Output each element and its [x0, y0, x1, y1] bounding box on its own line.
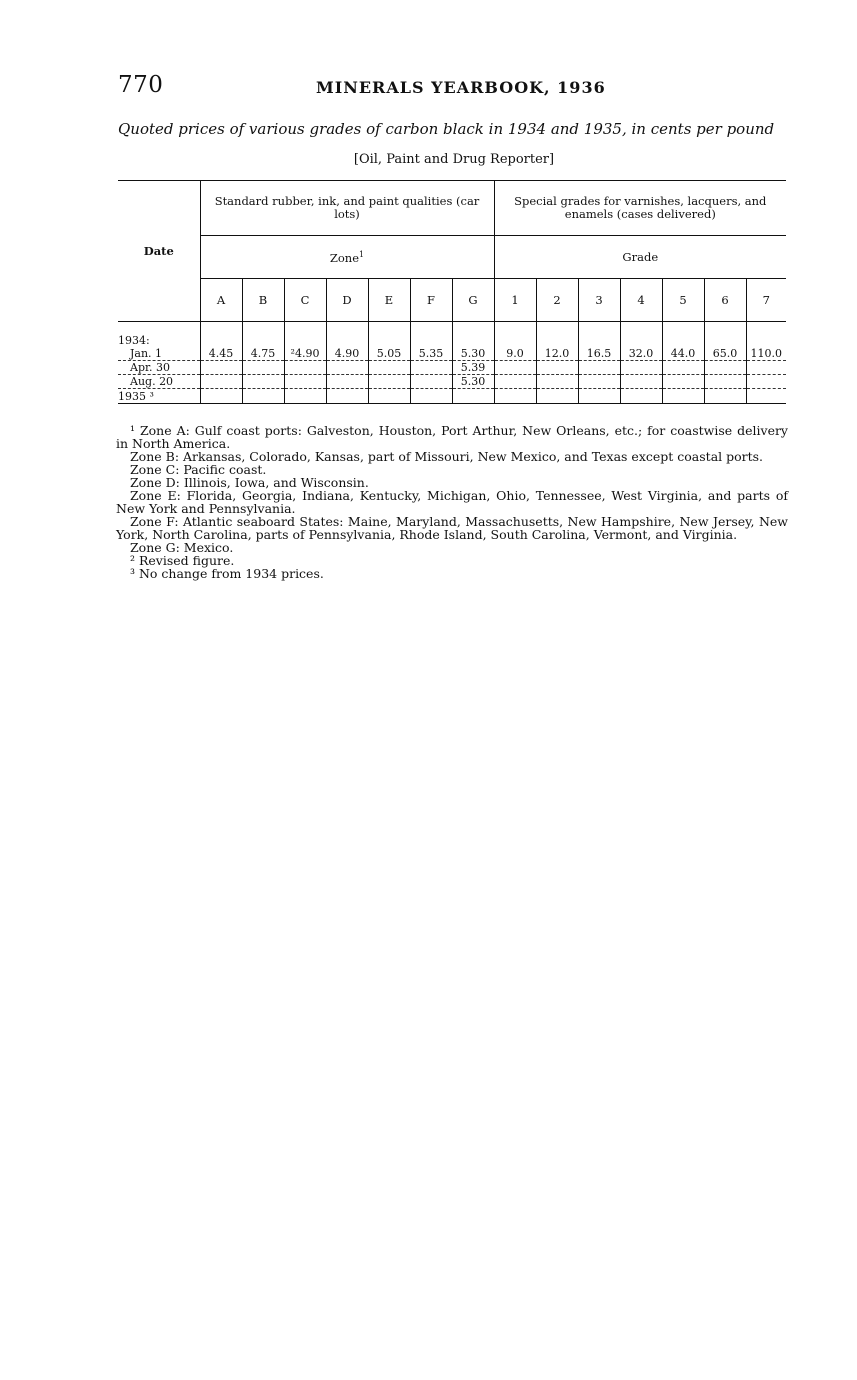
table-cell [242, 361, 284, 375]
table-cell [704, 389, 746, 404]
table-cell [326, 389, 368, 404]
zone-footnote-mark: 1 [359, 249, 365, 259]
table-cell [368, 334, 410, 347]
table-cell [578, 389, 620, 404]
table-cell [494, 334, 536, 347]
table-cell: 5.30 [452, 375, 494, 389]
table-title: Quoted prices of various grades of carbon black in 1934 and 1935, in cents per pound [118, 120, 775, 138]
zone-g-header: G [452, 279, 494, 322]
table-cell [704, 361, 746, 375]
footnote: Zone G: Mexico. [130, 540, 234, 555]
grade-4-header: 4 [620, 279, 662, 322]
table-row [118, 375, 786, 389]
spacer-row [118, 322, 786, 335]
table-cell: 16.5 [578, 347, 620, 361]
table-cell [410, 361, 452, 375]
table-cell [620, 361, 662, 375]
table-cell [200, 361, 242, 375]
table-cell [536, 375, 578, 389]
table-cell [326, 361, 368, 375]
table-cell [746, 361, 786, 375]
table-cell [620, 375, 662, 389]
table-cell [452, 389, 494, 404]
table-cell: 32.0 [620, 347, 662, 361]
zone-d-header: D [326, 279, 368, 322]
table-cell [410, 334, 452, 347]
row-label: Apr. 30 [118, 361, 200, 375]
table-row [118, 361, 786, 375]
table-cell: 65.0 [704, 347, 746, 361]
page-number: 770 [118, 72, 164, 98]
table-cell: 5.05 [368, 347, 410, 361]
grade-header: Grade [494, 236, 786, 279]
table-cell: 9.0 [494, 347, 536, 361]
table-cell [662, 375, 704, 389]
zone-c-header: C [284, 279, 326, 322]
table-cell [326, 375, 368, 389]
table-cell [536, 334, 578, 347]
table-cell: 12.0 [536, 347, 578, 361]
zone-b-header: B [242, 279, 284, 322]
table-cell [200, 389, 242, 404]
zone-header [200, 236, 494, 279]
footnotes [116, 424, 788, 580]
table-cell [242, 375, 284, 389]
table-cell [620, 334, 662, 347]
table-cell: 5.30 [452, 347, 494, 361]
table-cell: 4.75 [242, 347, 284, 361]
table-cell [200, 375, 242, 389]
table-cell [284, 389, 326, 404]
table-cell: 5.39 [452, 361, 494, 375]
row-label: 1934: [118, 334, 200, 347]
table-cell [242, 389, 284, 404]
footnote: Zone B: Arkansas, Colorado, Kansas, part of Missouri, New Mexico, and Texas except coastal ports. [130, 449, 764, 464]
row-label: 1935 ³ [118, 389, 200, 404]
standard-qualities-header: Standard rubber, ink, and paint qualities (car lots) [200, 181, 494, 236]
table-cell [284, 375, 326, 389]
footnote: Zone D: Illinois, Iowa, and Wisconsin. [130, 475, 369, 490]
table-cell [662, 334, 704, 347]
table-cell [410, 375, 452, 389]
zone-e-header: E [368, 279, 410, 322]
table-cell [536, 361, 578, 375]
special-grades-header: Special grades for varnishes, lacquers, and enamels (cases delivered) [494, 181, 786, 236]
grade-7-header: 7 [746, 279, 786, 322]
table-row [118, 347, 786, 361]
table-cell: 110.0 [746, 347, 786, 361]
table-cell [578, 334, 620, 347]
row-label: Aug. 20 [118, 375, 200, 389]
table-cell: ²4.90 [284, 347, 326, 361]
table-cell [284, 361, 326, 375]
footnote: Zone F: Atlantic seaboard States: Maine, Maryland, Massachusetts, New Hampshire, New Jersey, New York, North Carolina, parts of Pennsylvania, Rhode Island, South Carolina, Vermont, and Virginia. [116, 514, 788, 542]
footnote: Zone E: Florida, Georgia, Indiana, Kentucky, Michigan, Ohio, Tennessee, West Virginia, and parts of New York and Pennsylvania. [116, 488, 788, 516]
table-cell [578, 375, 620, 389]
table-cell: 4.45 [200, 347, 242, 361]
table-cell [620, 389, 662, 404]
table-cell [452, 334, 494, 347]
grade-1-header: 1 [494, 279, 536, 322]
footnote: ³ No change from 1934 prices. [130, 566, 324, 581]
table-cell [662, 389, 704, 404]
table-cell [242, 334, 284, 347]
grade-2-header: 2 [536, 279, 578, 322]
table-cell [578, 361, 620, 375]
table-cell [494, 361, 536, 375]
grade-6-header: 6 [704, 279, 746, 322]
table-cell [704, 334, 746, 347]
table-cell [704, 375, 746, 389]
table-source: [Oil, Paint and Drug Reporter] [353, 152, 555, 167]
zone-header-label: Zone [329, 250, 360, 265]
table-cell [746, 334, 786, 347]
row-label: Jan. 1 [118, 347, 200, 361]
carbon-black-price-table [118, 180, 786, 404]
running-head: MINERALS YEARBOOK, 1936 [316, 78, 606, 97]
table-cell: 4.90 [326, 347, 368, 361]
table-row [118, 389, 786, 404]
table-cell [368, 361, 410, 375]
table-cell [662, 361, 704, 375]
table-cell [284, 334, 326, 347]
table-row [118, 334, 786, 347]
footnote: ² Revised figure. [130, 553, 235, 568]
footnote: ¹ Zone A: Gulf coast ports: Galveston, Houston, Port Arthur, New Orleans, etc.; for coastwise delivery in North America. [116, 423, 788, 451]
footnote: Zone C: Pacific coast. [130, 462, 267, 477]
date-column-header: Date [118, 181, 200, 322]
table-cell [536, 389, 578, 404]
table-cell [368, 389, 410, 404]
table-cell [410, 389, 452, 404]
grade-5-header: 5 [662, 279, 704, 322]
grade-3-header: 3 [578, 279, 620, 322]
table-cell [326, 334, 368, 347]
table-cell [746, 375, 786, 389]
table-cell: 5.35 [410, 347, 452, 361]
zone-a-header: A [200, 279, 242, 322]
table-cell [368, 375, 410, 389]
table-cell [200, 334, 242, 347]
table-cell [746, 389, 786, 404]
table-cell [494, 389, 536, 404]
zone-f-header: F [410, 279, 452, 322]
table-cell [494, 375, 536, 389]
table-cell: 44.0 [662, 347, 704, 361]
